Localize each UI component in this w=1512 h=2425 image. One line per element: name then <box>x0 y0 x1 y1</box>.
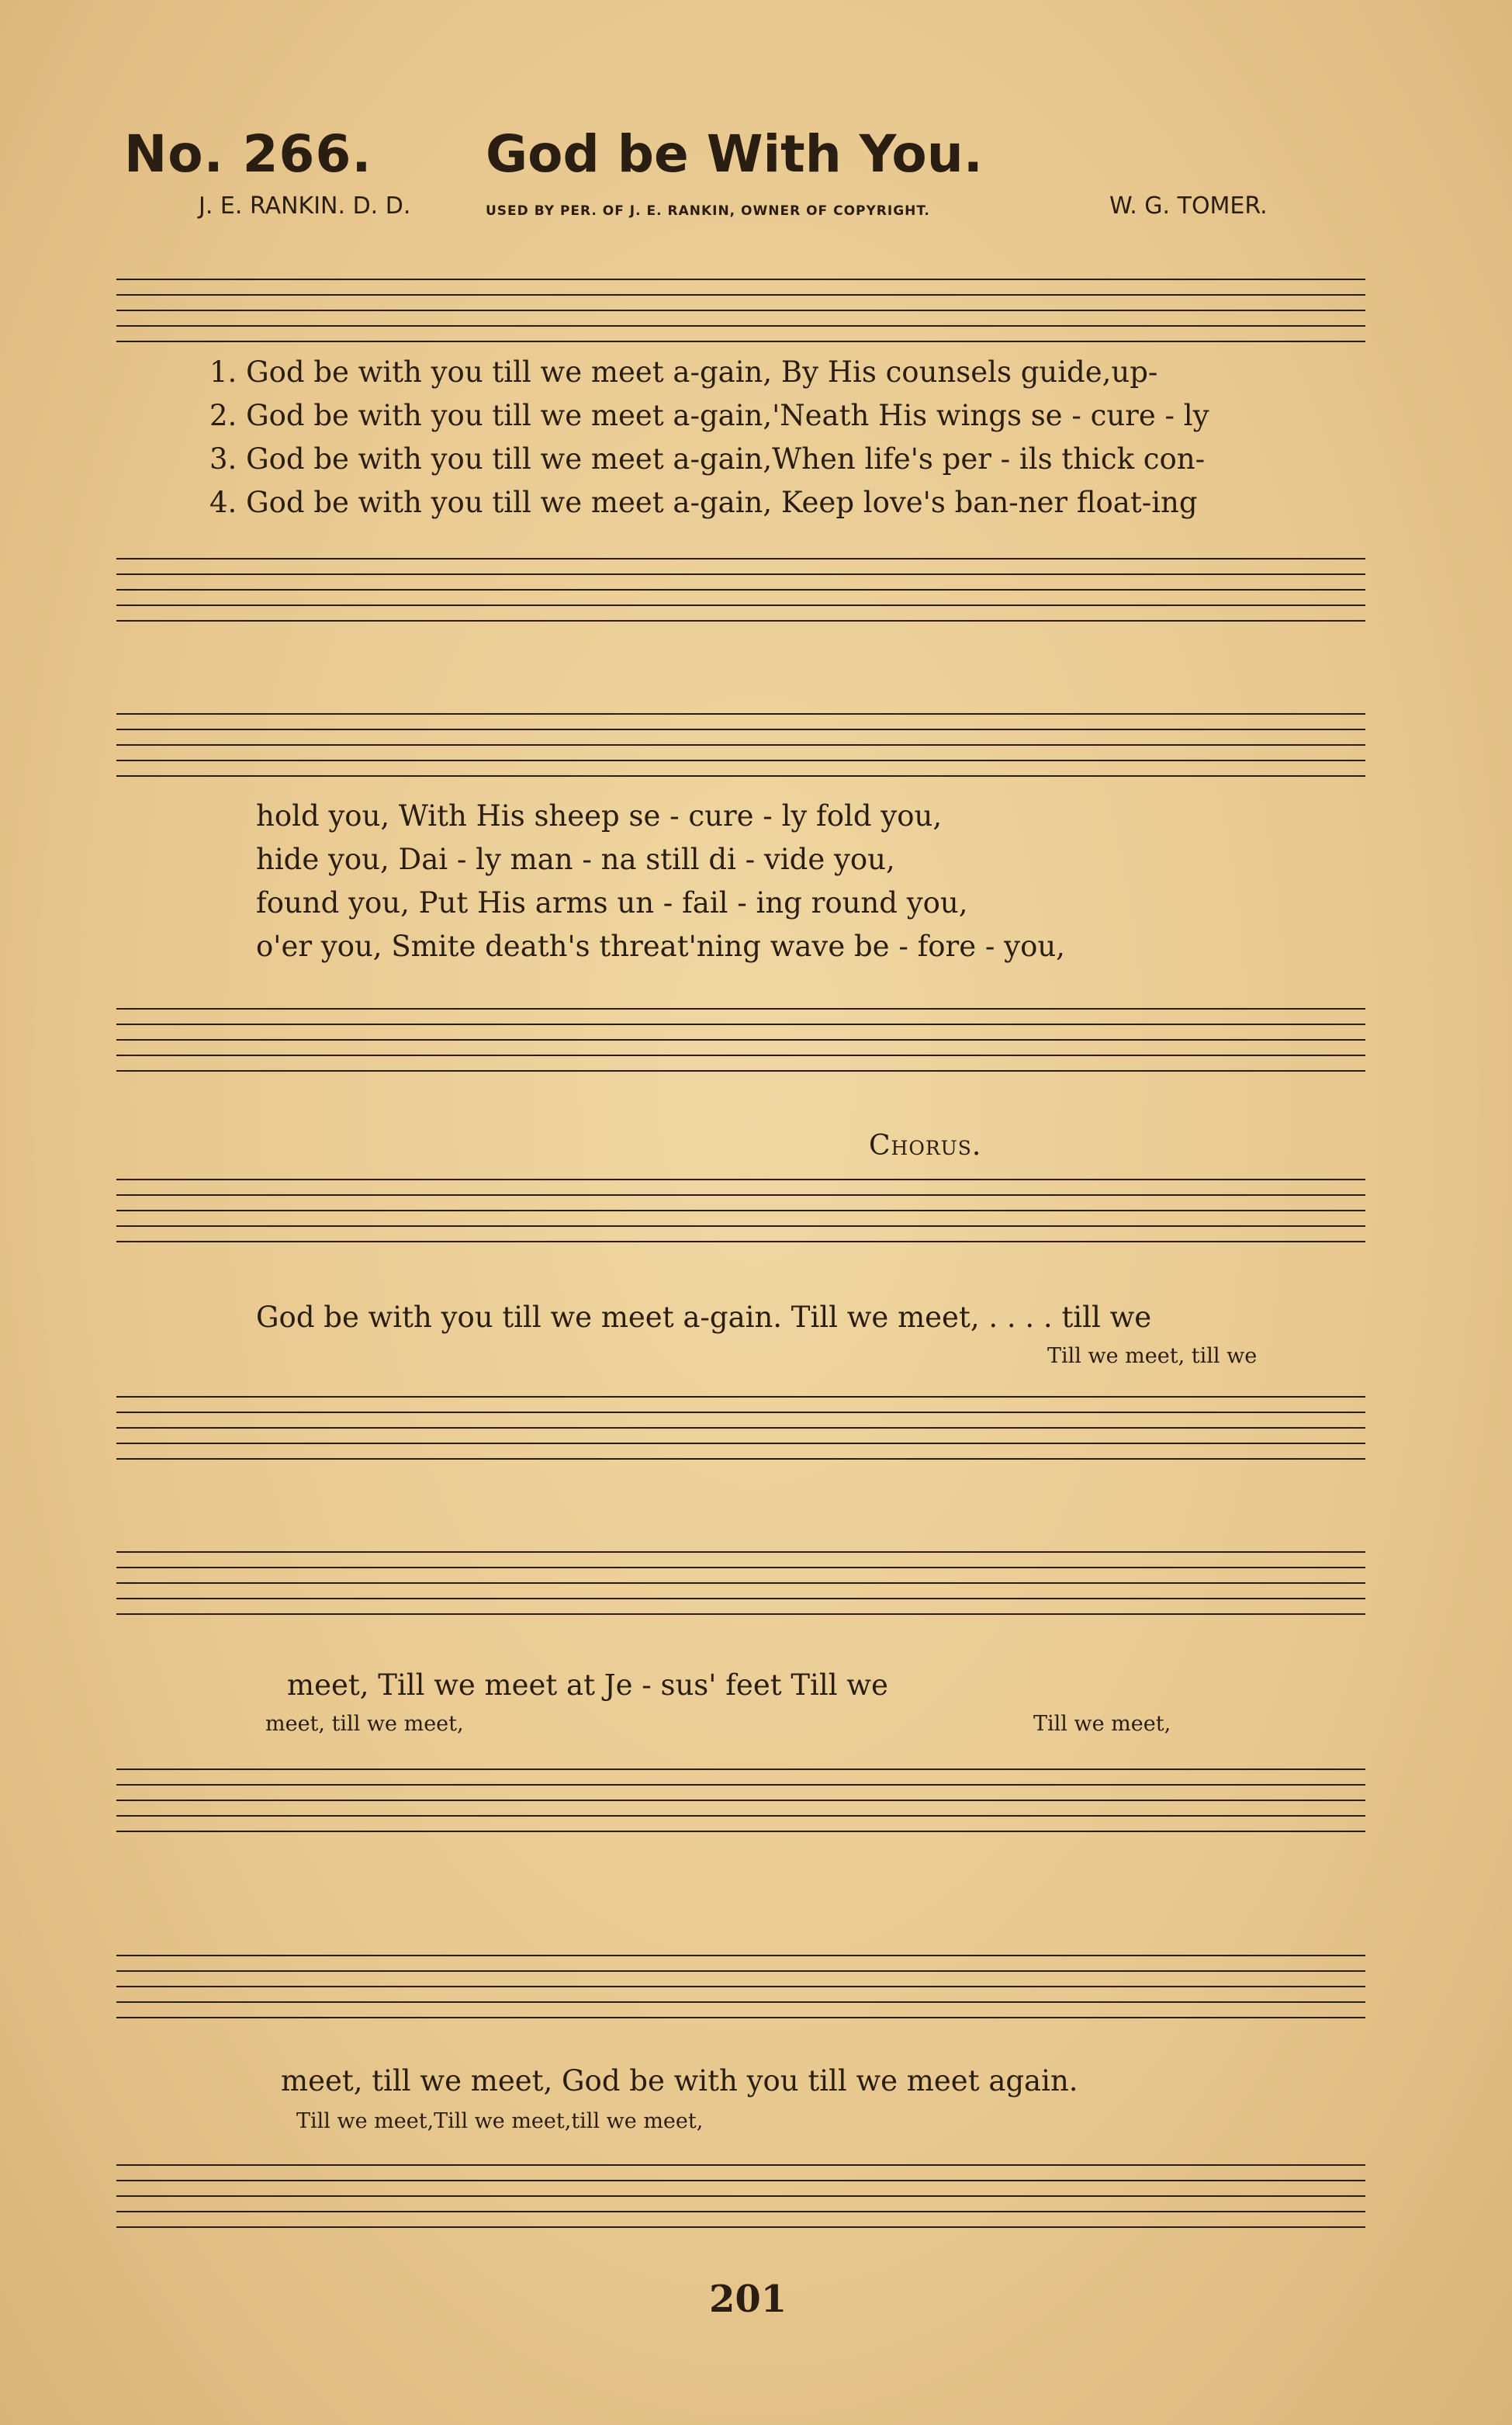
chorus-label: Chorus. <box>869 1130 982 1162</box>
verse-3-line-2: found you, Put His arms un - fail - ing round you, <box>256 886 968 920</box>
music-system-2 <box>101 683 1365 1102</box>
verse-1-line-2: hold you, With His sheep se - cure - ly fold you, <box>256 799 943 833</box>
treble-staff <box>101 264 1365 357</box>
chorus-line-2-bass-right: Till we meet, <box>1033 1712 1171 1736</box>
verse-4-line-2: o'er you, Smite death's threat'ning wave be - fore - you, <box>256 930 1065 963</box>
copyright-notice: USED BY PER. OF J. E. RANKIN, OWNER OF COPYRIGHT. <box>486 203 930 219</box>
chorus-line-2: meet, Till we meet at Je - sus' feet Till we <box>287 1668 888 1702</box>
music-system-5 <box>101 1909 1365 2266</box>
bass-staff <box>101 2150 1365 2243</box>
treble-staff <box>101 1164 1365 1257</box>
page-number: 201 <box>709 2278 787 2321</box>
verse-3-line-1: 3. God be with you till we meet a-gain,When life's per - ils thick con- <box>209 442 1206 476</box>
chorus-line-3-bass: Till we meet,Till we meet,till we meet, <box>296 2109 704 2133</box>
author: J. E. RANKIN. D. D. <box>199 192 411 220</box>
bass-staff <box>101 993 1365 1086</box>
chorus-line-1: God be with you till we meet a-gain. Till we meet, . . . . till we <box>256 1301 1152 1334</box>
credits <box>0 192 1512 223</box>
hymn-number: No. 266. <box>124 124 372 184</box>
music-system-1 <box>101 248 1365 652</box>
treble-staff <box>101 1940 1365 2033</box>
hymn-title: God be With You. <box>486 124 983 184</box>
verse-2-line-2: hide you, Dai - ly man - na still di - vide you, <box>256 843 895 876</box>
treble-staff <box>101 1536 1365 1630</box>
hymn-header <box>124 124 1365 186</box>
verse-1-line-1: 1. God be with you till we meet a-gain, By His counsels guide,up- <box>209 355 1158 389</box>
bass-staff <box>101 543 1365 636</box>
bass-staff <box>101 1381 1365 1474</box>
chorus-line-3: meet, till we meet, God be with you till we meet again. <box>281 2064 1078 2098</box>
chorus-line-2-bass-left: meet, till we meet, <box>265 1712 464 1736</box>
music-system-3 <box>101 1117 1365 1505</box>
verse-2-line-1: 2. God be with you till we meet a-gain,'Neath His wings se - cure - ly <box>209 399 1209 432</box>
music-system-4 <box>101 1521 1365 1893</box>
bass-staff <box>101 1754 1365 1847</box>
chorus-line-1-alto: Till we meet, till we <box>1047 1344 1258 1368</box>
treble-staff <box>101 698 1365 792</box>
verse-4-line-1: 4. God be with you till we meet a-gain, Keep love's ban-ner float-ing <box>209 486 1198 519</box>
composer: W. G. TOMER. <box>1109 192 1268 220</box>
